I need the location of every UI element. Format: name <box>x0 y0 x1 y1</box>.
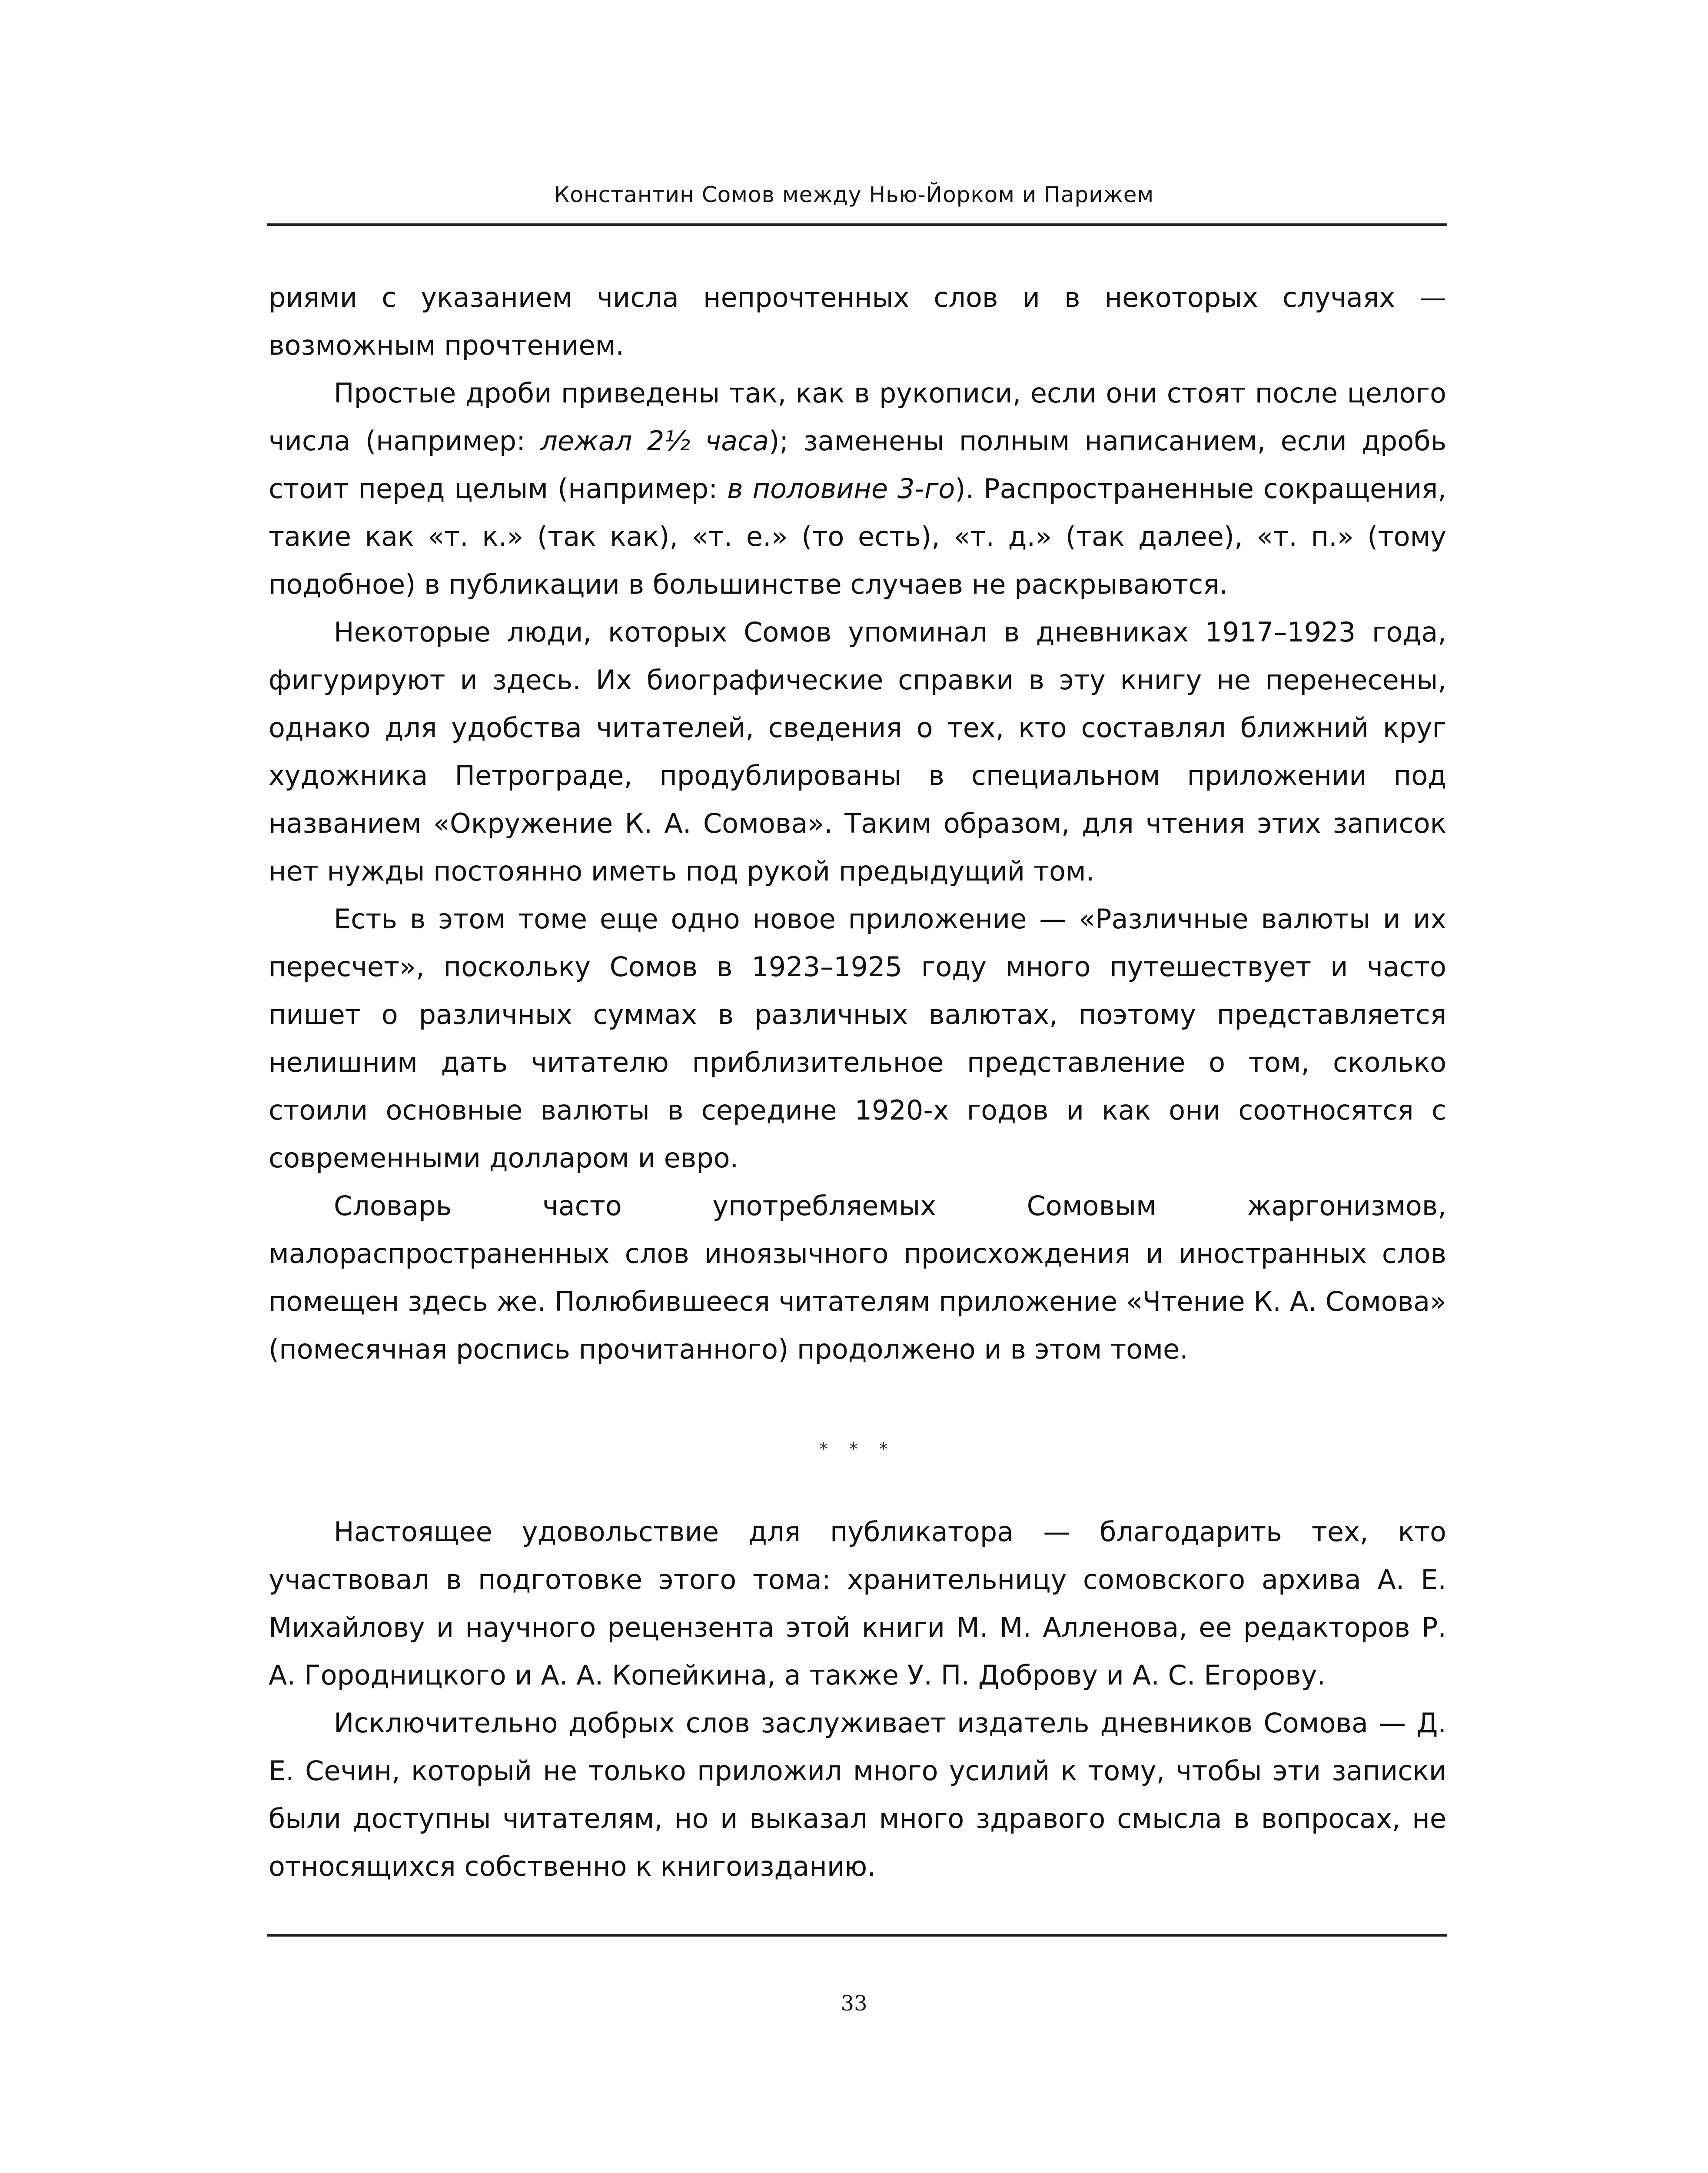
paragraph-currencies: Есть в этом томе еще одно новое приложение — «Различные валюты и их пересчет», поскольку Сомов в 1923–1925 году много путешествует и часто пишет о различных суммах в различных валютах, поэтому представляется нелишним дать читателю приблизительное представление о том, сколько стоили основные валюты в середине 1920-х годов и как они соотносятся с современными долларом и евро. <box>269 903 1446 1174</box>
page-number: 33 <box>841 1991 867 2016</box>
paragraph-text: ); заменены полным написанием, если дробь стоит перед целым (например: <box>269 425 1446 505</box>
paragraph-text: ). Распространенные сокращения, такие как «т. к.» (так как), «т. е.» (то есть), «т. д.» (так далее), «т. п.» (тому подобное) в публикации в большинстве случаев не раскрываются. <box>269 473 1447 600</box>
paragraph-publisher: Исключительно добрых слов заслуживает издатель дневников Сомова — Д. Е. Сечин, который не только приложил много усилий к тому, чтобы эти записки были доступны читателям, но и выказал много здравого смысла в вопросах, не относящихся собственно к книгоизданию. <box>269 1707 1446 1882</box>
paragraph-fractions <box>269 369 1446 608</box>
footer-rule <box>267 1934 1447 1937</box>
paragraph-continuation: риями с указанием числа непрочтенных слов и в некоторых случаях — возможным прочтением. <box>269 282 1446 361</box>
header-rule <box>267 223 1447 226</box>
section-separator: * * * <box>819 1439 896 1459</box>
paragraph-glossary: Словарь часто употребляемых Сомовым жаргонизмов, малораспространенных слов иноязычного происхождения и иностранных слов помещен здесь же. Полюбившееся читателям приложение «Чтение К. А. Сомова» (помесячная роспись прочитанного) продолжено и в этом томе. <box>269 1190 1446 1365</box>
italic-example: лежал 2½ часа <box>540 425 769 457</box>
italic-example: в половине 3-го <box>727 473 955 505</box>
running-title: Константин Сомов между Нью-Йорком и Парижем <box>554 182 1154 207</box>
paragraph-thanks: Настоящее удовольствие для публикатора — благодарить тех, кто участвовал в подготовке этого тома: хранительницу сомовского архива А. Е. Михайлову и научного рецензента этой книги М. М. Алленова, ее редакторов Р. А. Городницкого и А. А. Копейкина, а также У. П. Доброву и А. С. Егорову. <box>269 1516 1446 1691</box>
paragraph-text: Простые дроби приведены так, как в рукописи, если они стоят после целого числа (например: <box>269 377 1446 457</box>
paragraph-people: Некоторые люди, которых Сомов упоминал в дневниках 1917–1923 года, фигурируют и здесь. Их биографические справки в эту книгу не перенесены, однако для удобства читателей, сведения о тех, кто составлял ближний круг художника Петрограде, продублированы в специальном приложении под названием «Окружение К. А. Сомова». Таким образом, для чтения этих записок нет нужды постоянно иметь под рукой предыдущий том. <box>269 616 1446 887</box>
body-text <box>269 274 1446 1891</box>
